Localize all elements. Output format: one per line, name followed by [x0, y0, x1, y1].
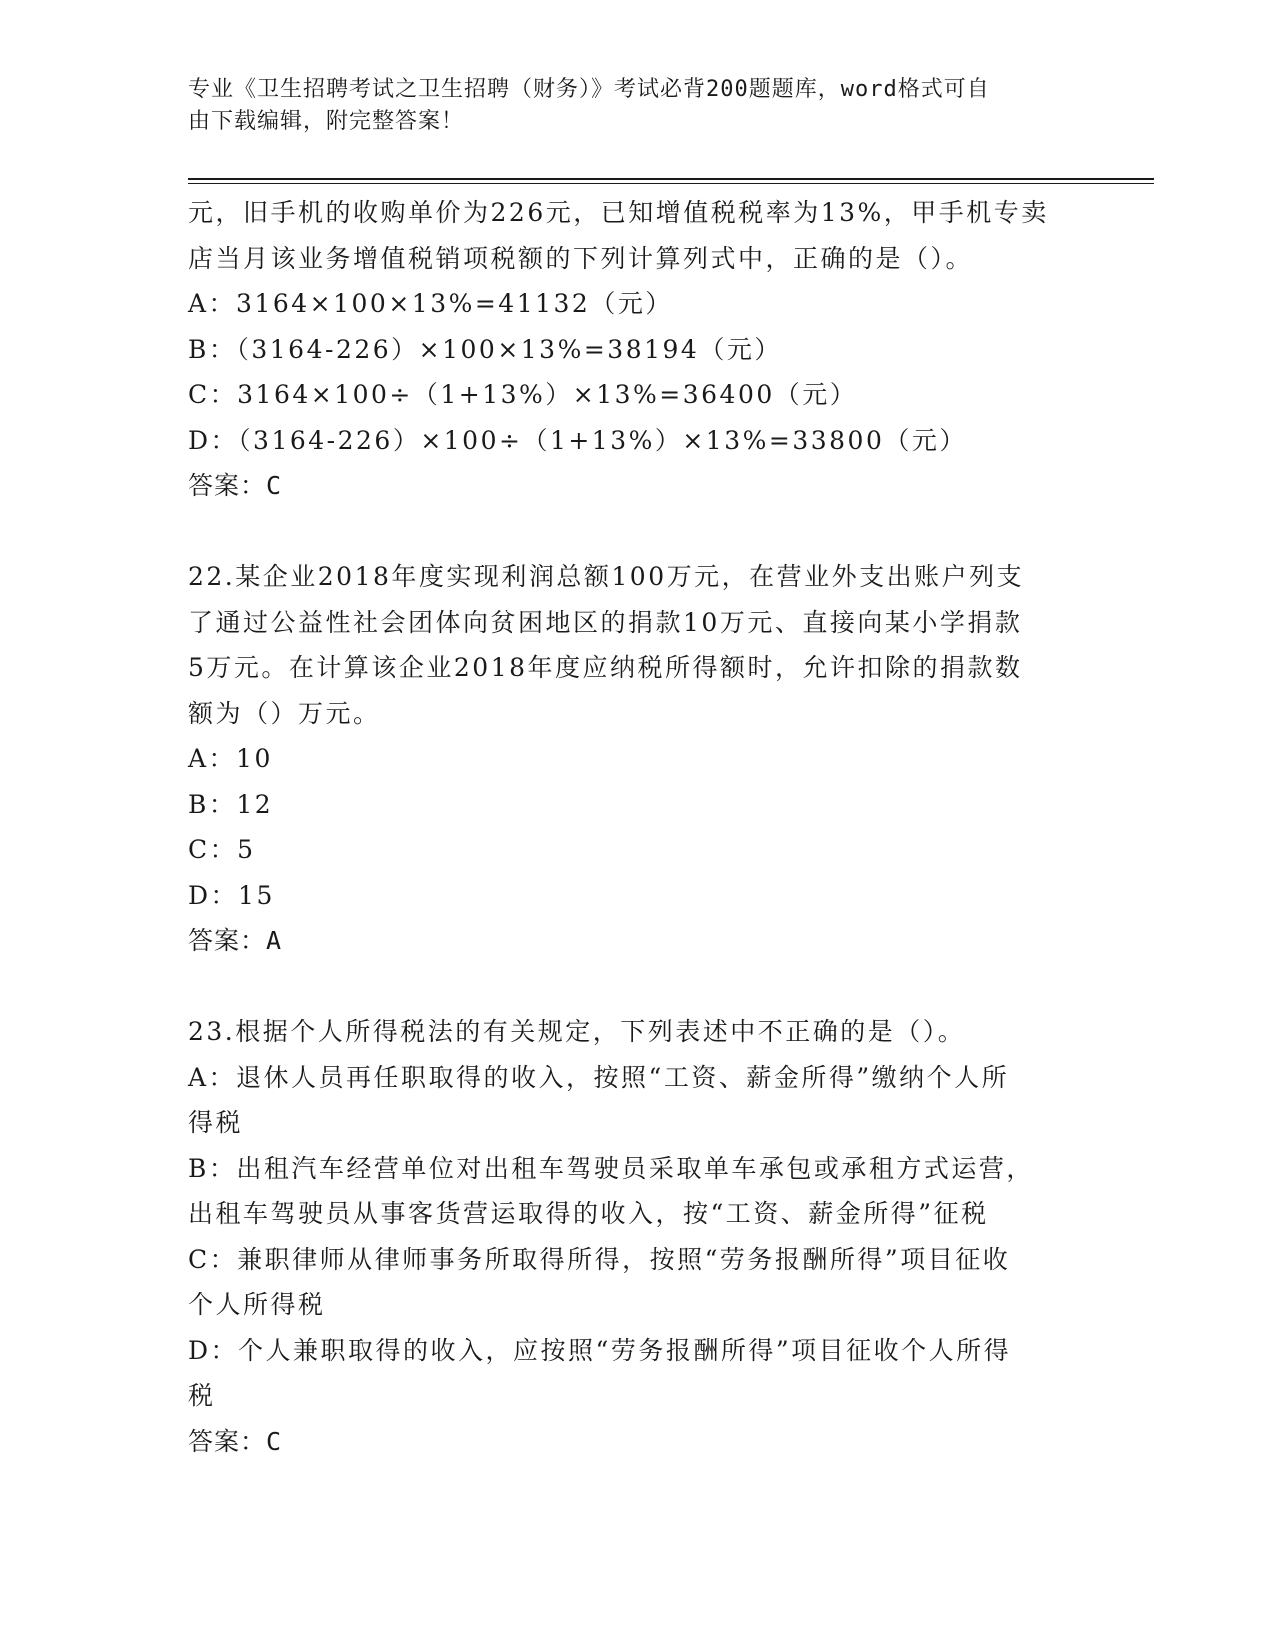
option-a: A：10 — [188, 744, 273, 773]
option-a: A：退休人员再任职取得的收入，按照“工资、薪金所得”缴纳个人所 — [188, 1062, 1010, 1092]
question-23 — [188, 1009, 1088, 1464]
option-b: B：出租汽车经营单位对出租车驾驶员采取单车承包或承租方式运营， — [188, 1153, 1034, 1183]
header-line-1: 专业《卫生招聘考试之卫生招聘（财务）》考试必背200题题库，word格式可自 — [188, 77, 990, 102]
question-stem: 22.某企业2018年度实现利润总额100万元，在营业外支出账户列支 — [188, 562, 1025, 591]
option-b: B：12 — [188, 789, 274, 819]
option-d-continued: 税 — [188, 1381, 216, 1410]
question-stem: 元，旧手机的收购单价为226元，已知增值税税率为13%，甲手机专卖 — [188, 198, 1049, 227]
question-list — [188, 190, 1088, 1464]
option-b-continued: 出租车驾驶员从事客货营运取得的收入，按“工资、薪金所得”征税 — [188, 1199, 989, 1228]
answer: 答案：A — [188, 926, 283, 955]
spacer — [188, 964, 1088, 1010]
question-21 — [188, 190, 1088, 509]
answer: 答案：C — [188, 471, 283, 500]
option-d: D：个人兼职取得的收入，应按照“劳务报酬所得”项目征收个人所得 — [188, 1335, 1012, 1365]
question-22 — [188, 554, 1088, 964]
question-stem: 了通过公益性社会团体向贫困地区的捐款10万元、直接向某小学捐款 — [188, 607, 1023, 637]
option-c: C：兼职律师从律师事务所取得所得，按照“劳务报酬所得”项目征收 — [188, 1244, 1011, 1274]
question-stem: 店当月该业务增值税销项税额的下列计算列式中，正确的是（）。 — [188, 243, 974, 273]
spacer — [188, 509, 1088, 555]
option-a-continued: 得税 — [188, 1108, 244, 1137]
header-line-2: 由下载编辑，附完整答案！ — [188, 109, 465, 134]
header-divider — [188, 178, 1154, 184]
option-c: C：5 — [188, 835, 256, 864]
option-d: D：（3164-226）×100÷（1+13%）×13%=33800（元） — [188, 425, 967, 455]
document-header — [188, 74, 1068, 138]
question-stem: 额为（）万元。 — [188, 698, 381, 728]
option-c-continued: 个人所得税 — [188, 1290, 326, 1319]
question-stem: 5万元。在计算该企业2018年度应纳税所得额时，允许扣除的捐款数 — [188, 653, 1023, 682]
question-stem: 23.根据个人所得税法的有关规定，下列表述中不正确的是（）。 — [188, 1017, 966, 1046]
option-d: D：15 — [188, 880, 275, 910]
answer: 答案：C — [188, 1426, 283, 1456]
option-b: B：（3164-226）×100×13%=38194（元） — [188, 334, 782, 364]
option-a: A：3164×100×13%=41132（元） — [188, 289, 673, 318]
option-c: C：3164×100÷（1+13%）×13%=36400（元） — [188, 380, 858, 409]
